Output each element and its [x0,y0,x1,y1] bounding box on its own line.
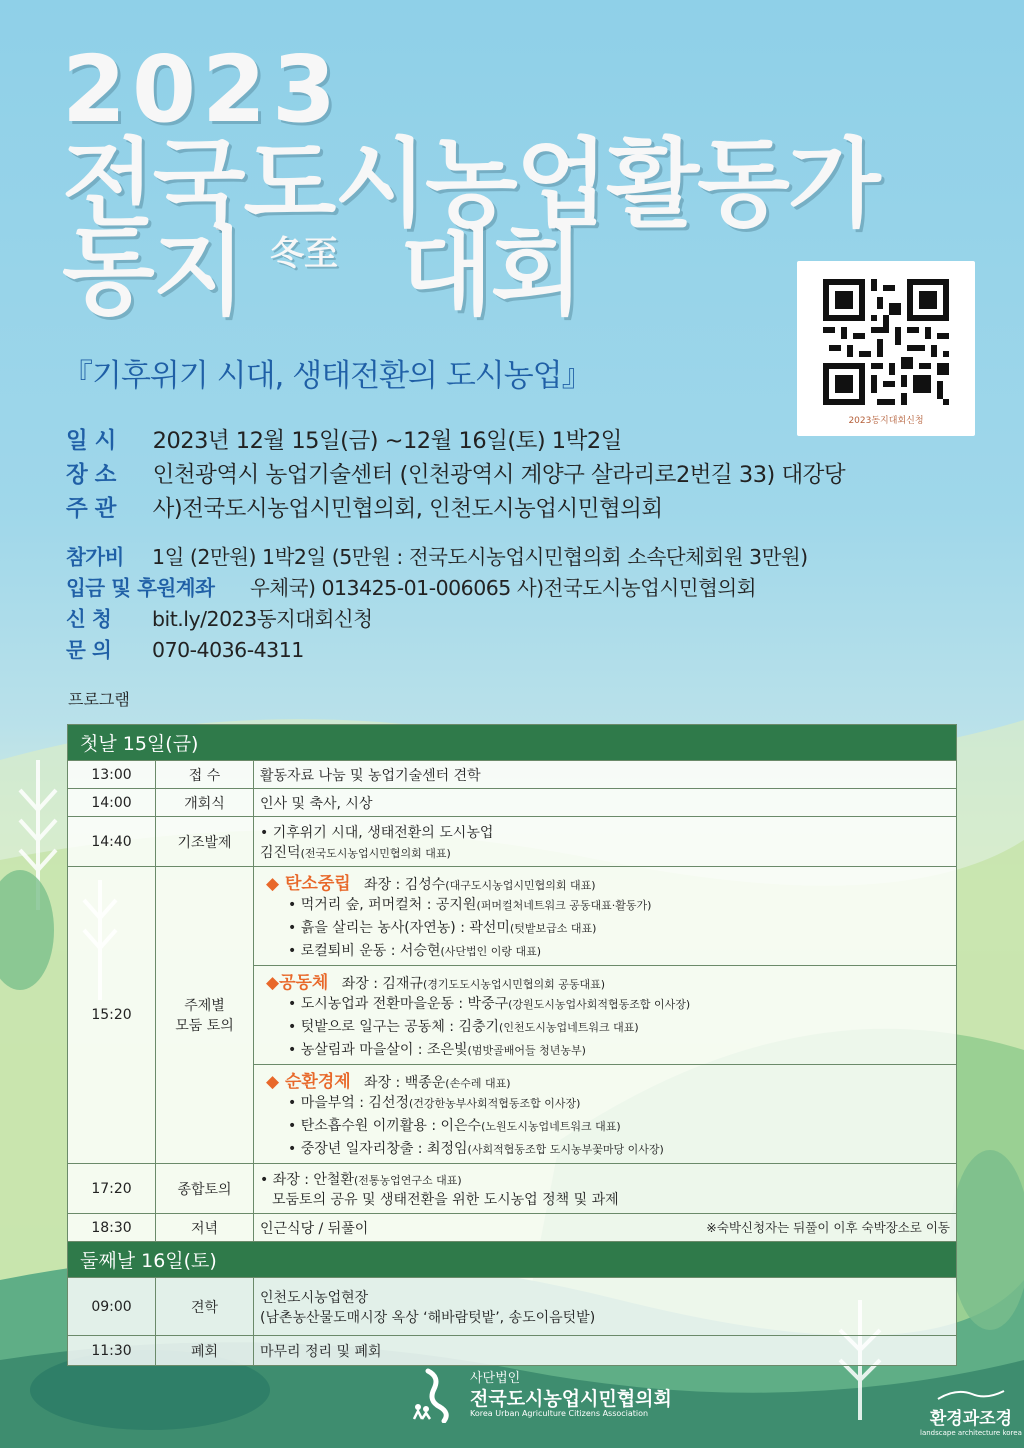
row-desc-cell [254,1278,957,1336]
title-dongji: 동지 [62,216,244,328]
forum-chair-note: (대구도시농업시민협의회 대표) [445,879,596,892]
row-desc-cell [254,1214,957,1242]
program-label: 프로그램 [68,690,130,709]
row-desc2: (남촌농산물도매시장 옥상 ‘해바람텃밭’, 송도이음텃밭) [260,1309,596,1326]
day2-header-row [68,1242,957,1278]
row-desc: 마무리 정리 및 폐회 [254,1336,957,1366]
row-category [156,867,254,1164]
forum-item: • 마을부엌 : 김선정 [288,1095,409,1111]
organizer-logo-icon [410,1367,458,1423]
row-time: 15:20 [68,867,156,1164]
title-hanja: 冬至 [270,234,338,274]
forum-item: • 먹거리 숲, 퍼머컬처 : 공지원 [288,897,477,913]
info-account-label: 입금 및 후원계좌 [66,576,215,600]
day1-header: 첫날 15일(금) [68,725,957,761]
info-host-label: 주 관 [66,496,116,522]
table-row [68,1164,957,1214]
table-row [68,867,957,966]
row-time: 18:30 [68,1214,156,1242]
info-contact [66,633,304,663]
table-row [68,761,957,789]
publisher-logo-icon [936,1388,1006,1400]
forum-group-community [254,966,957,1065]
row-time: 17:20 [68,1164,156,1214]
row-desc-cell [254,1164,957,1214]
row-desc: 인천도시농업현장 [260,1289,369,1306]
info-contact-label: 문 의 [66,638,112,662]
day1-header-row [68,725,957,761]
qr-caption: 2023동지대회신청 [848,416,924,426]
info-host [66,491,663,523]
row-desc: • 기후위기 시대, 생태전환의 도시농업 [260,824,494,841]
subtitle: 『기후위기 시대, 생태전환의 도시농업』 [62,358,592,394]
info-place [66,457,845,489]
organizer-name: 전국도시농업시민협의회 [470,1388,672,1410]
row-category: 폐회 [156,1336,254,1366]
forum-chair: 좌장 : 김재규 [341,976,423,992]
info-apply [66,602,373,632]
forum-chair-note: (경기도도시농업시민협의회 공동대표) [422,978,606,991]
forum-item-note: (건강한농부사회적협동조합 이사장) [409,1097,581,1110]
info-account-value: 우체국) 013425-01-006065 사)전국도시농업시민협의회 [250,576,756,600]
forum-item-note: (강원도시농업사회적협동조합 이사장) [508,998,691,1011]
row-desc-cell [254,817,957,867]
info-place-label: 장 소 [66,462,116,488]
row-desc: 인근식당 / 뒤풀이 [260,1220,369,1237]
row-desc2: 모둠토의 공유 및 생태전환을 위한 도시농업 정책 및 과제 [272,1191,619,1208]
forum-chair: 좌장 : 백종운 [364,1075,446,1091]
row-time: 11:30 [68,1336,156,1366]
qr-code-icon [823,279,949,405]
forum-item-note: (사회적협동조합 도시농부꽃마당 이사장) [467,1143,664,1156]
publisher-name: 환경과조경 [929,1409,1012,1429]
forum-item: • 중장년 일자리창출 : 최정임 [288,1141,468,1157]
forum-item-note: (텃밭보급소 대표) [509,922,597,935]
organizer-name-en: Korea Urban Agriculture Citizens Association [470,1409,649,1418]
table-row [68,1214,957,1242]
row-category: 접 수 [156,761,254,789]
info-place-value: 인천광역시 농업기술센터 (인천광역시 계양구 살라리로2번길 33) 대강당 [152,462,846,488]
row-note: ※숙박신청자는 뒤풀이 이후 숙박장소로 이동 [706,1219,950,1235]
info-date-label: 일 시 [66,428,116,454]
row-category: 개회식 [156,789,254,817]
forum-item-note: (퍼머컬처네트워크 공동대표·활동가) [476,899,652,912]
forum-cat-line2: 모둠 토의 [175,1018,234,1034]
forum-topic: ◆공동체 [266,973,329,993]
forum-item: • 농살림과 마을살이 : 조은빛 [288,1042,468,1058]
forum-cat-line1: 주제별 [184,998,225,1014]
table-row [68,789,957,817]
forum-chair: 좌장 : 김성수 [364,877,446,893]
publisher-name-en: landscape architecture korea [920,1429,1022,1437]
row-category: 견학 [156,1278,254,1336]
forum-item: • 흙을 살리는 농사(자연농) : 곽선미 [288,920,510,936]
day2-header: 둘째날 16일(토) [68,1242,957,1278]
info-fee-value: 1일 (2만원) 1박2일 (5만원 : 전국도시농업시민협의회 소속단체회원 3만원) [152,545,808,569]
info-fee-label: 참가비 [66,545,124,569]
info-fee [66,540,808,570]
row-category: 저녁 [156,1214,254,1242]
forum-group-carbon [254,867,957,966]
info-contact-value: 070-4036-4311 [152,638,304,662]
row-time: 14:40 [68,817,156,867]
row-desc-note: (전통농업연구소 대표) [353,1173,462,1187]
forum-item-note: (사단법인 이랑 대표) [440,945,542,958]
title-daehoe: 대회 [400,216,582,328]
speaker-name: 김진덕 [260,844,301,861]
title-year: 2023 [62,36,343,143]
program-table [67,724,957,1366]
row-time: 14:00 [68,789,156,817]
forum-item: • 로컬퇴비 운동 : 서승현 [288,943,441,959]
forum-topic: ◆ 탄소중립 [266,874,351,894]
forum-topic: ◆ 순환경제 [266,1072,351,1092]
info-date-value: 2023년 12월 15일(금) ~12월 16일(토) 1박2일 [152,428,622,454]
forum-item-note: (노원도시농업네트워크 대표) [481,1120,621,1133]
speaker-note: (전국도시농업시민협의회 대표) [300,846,451,860]
forum-item: • 탄소흡수원 이끼활용 : 이은수 [288,1118,482,1134]
forum-item-note: (인천도시농업네트워크 대표) [499,1021,639,1034]
row-desc: 인사 및 축사, 시상 [254,789,957,817]
row-category: 종합토의 [156,1164,254,1214]
organizer-type: 사단법인 [470,1371,521,1386]
forum-chair-note: (손수레 대표) [445,1077,511,1090]
forum-item-note: (범밧골배어들 청년농부) [467,1044,586,1057]
info-account [66,571,756,601]
table-row [68,817,957,867]
info-host-value: 사)전국도시농업시민협의회, 인천도시농업시민협의회 [152,496,663,522]
publisher-watermark [920,1385,1022,1437]
title-main: 전국도시농업활동가 [62,128,879,240]
row-desc: 활동자료 나눔 및 농업기술센터 견학 [254,761,957,789]
qr-code[interactable] [797,261,975,436]
info-apply-label: 신 청 [66,607,112,631]
row-category: 기조발제 [156,817,254,867]
forum-item: • 도시농업과 전환마을운동 : 박중구 [288,996,509,1012]
info-date [66,423,622,455]
row-desc: • 좌장 : 안철환 [260,1171,354,1188]
table-row [68,1336,957,1366]
forum-item: • 텃밭으로 일구는 공동체 : 김충기 [288,1019,500,1035]
forum-group-circular [254,1065,957,1164]
table-row [68,1278,957,1336]
row-time: 13:00 [68,761,156,789]
info-apply-link[interactable]: bit.ly/2023동지대회신청 [152,607,373,631]
row-time: 09:00 [68,1278,156,1336]
